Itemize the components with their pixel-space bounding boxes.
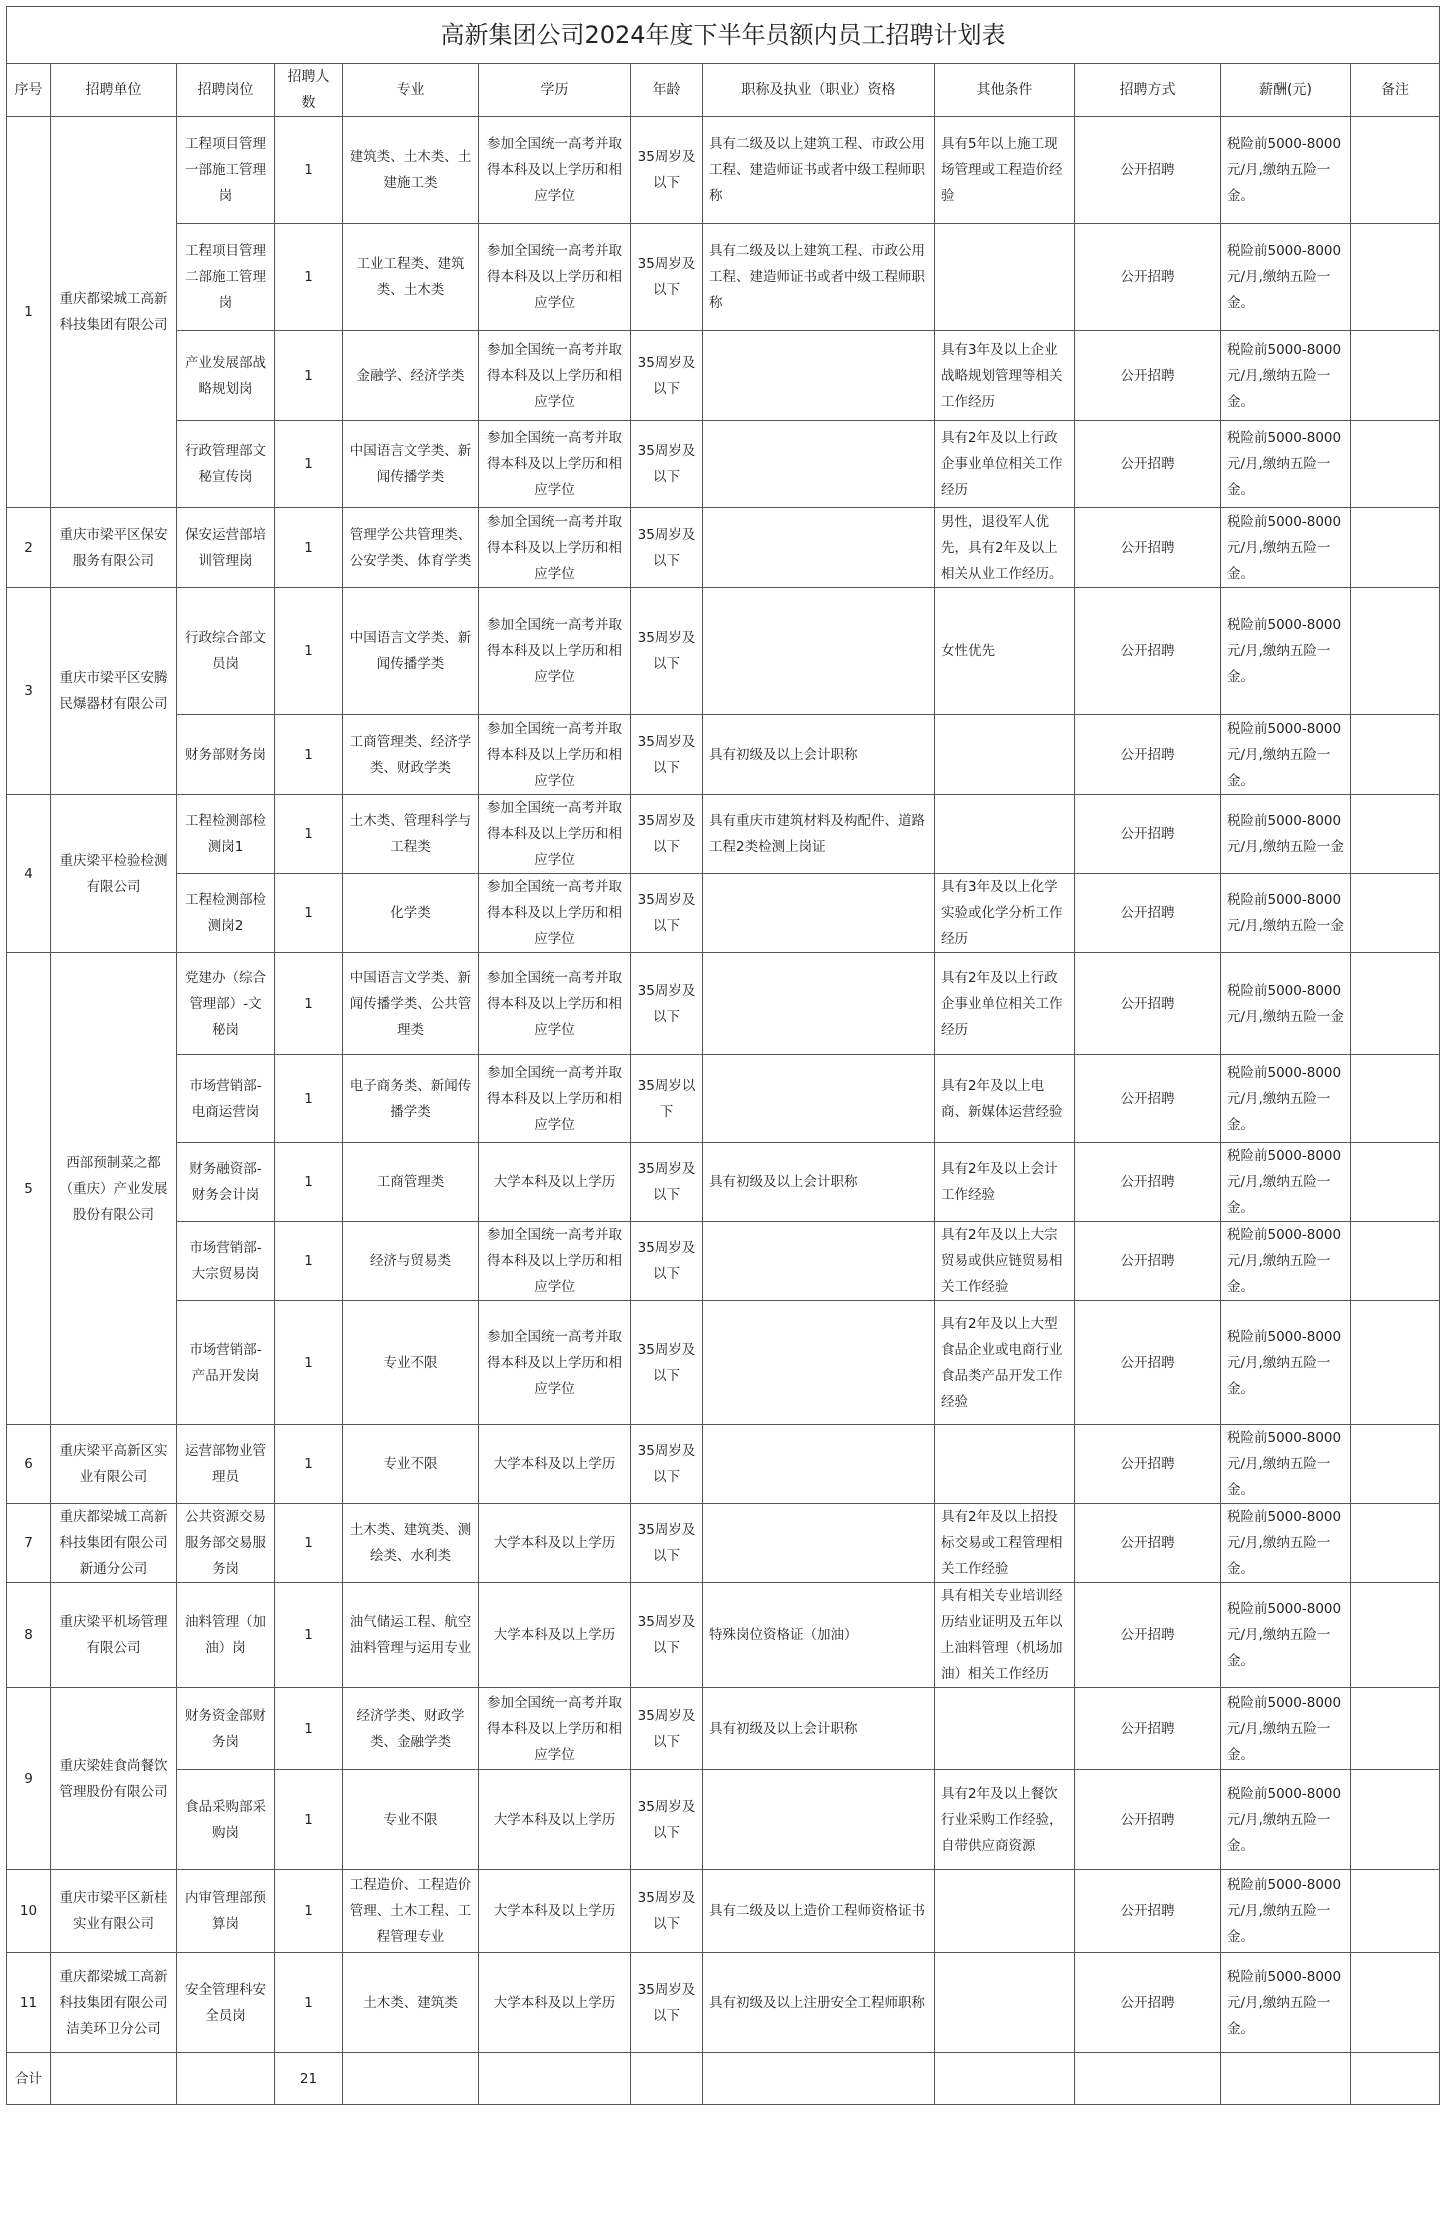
cell-note: [1351, 117, 1440, 224]
empty-cell: [177, 2053, 275, 2105]
cell-method: 公开招聘: [1075, 953, 1221, 1055]
cell-method: 公开招聘: [1075, 1504, 1221, 1583]
cell-cert: 具有二级及以上造价工程师资格证书: [703, 1870, 935, 1953]
table-row: [7, 1770, 1440, 1870]
cell-age: 35周岁以下: [631, 1055, 703, 1143]
cell-cert: [703, 331, 935, 421]
cell-salary: 税险前5000-8000元/月,缴纳五险一金。: [1221, 508, 1351, 588]
table-row: [7, 953, 1440, 1055]
cell-other: 具有2年及以上行政企事业单位相关工作经历: [935, 953, 1075, 1055]
cell-age: 35周岁及以下: [631, 588, 703, 715]
table-row: [7, 1222, 1440, 1301]
cell-major: 建筑类、土木类、土建施工类: [343, 117, 479, 224]
cell-count: 1: [275, 1870, 343, 1953]
table-row: [7, 715, 1440, 795]
cell-major: 管理学公共管理类、公安学类、体育学类: [343, 508, 479, 588]
cell-note: [1351, 1425, 1440, 1504]
cell-count: 1: [275, 953, 343, 1055]
unit-name: 重庆市梁平区安腾民爆器材有限公司: [51, 588, 177, 795]
cell-count: 1: [275, 1688, 343, 1770]
cell-post: 工程项目管理一部施工管理岗: [177, 117, 275, 224]
cell-cert: 具有二级及以上建筑工程、市政公用工程、建造师证书或者中级工程师职称: [703, 117, 935, 224]
cell-other: 具有3年及以上企业战略规划管理等相关工作经历: [935, 331, 1075, 421]
table-row: [7, 795, 1440, 874]
cell-count: 1: [275, 1425, 343, 1504]
cell-method: 公开招聘: [1075, 588, 1221, 715]
cell-cert: [703, 421, 935, 508]
cell-major: 中国语言文学类、新闻传播学类、公共管理类: [343, 953, 479, 1055]
cell-edu: 参加全国统一高考并取得本科及以上学历和相应学位: [479, 1688, 631, 1770]
cell-age: 35周岁及以下: [631, 1222, 703, 1301]
cell-age: 35周岁及以下: [631, 795, 703, 874]
cell-major: 电子商务类、新闻传播学类: [343, 1055, 479, 1143]
cell-major: 中国语言文学类、新闻传播学类: [343, 421, 479, 508]
table-row: [7, 1583, 1440, 1688]
cell-edu: 参加全国统一高考并取得本科及以上学历和相应学位: [479, 224, 631, 331]
cell-note: [1351, 1222, 1440, 1301]
cell-age: 35周岁及以下: [631, 421, 703, 508]
cell-note: [1351, 1953, 1440, 2053]
unit-name: 重庆梁娃食尚餐饮管理股份有限公司: [51, 1688, 177, 1870]
cell-note: [1351, 1770, 1440, 1870]
cell-post: 市场营销部-大宗贸易岗: [177, 1222, 275, 1301]
table-row: [7, 1301, 1440, 1425]
cell-method: 公开招聘: [1075, 795, 1221, 874]
cell-cert: 具有初级及以上会计职称: [703, 715, 935, 795]
cell-method: 公开招聘: [1075, 1055, 1221, 1143]
unit-number: 10: [7, 1870, 51, 1953]
cell-cert: [703, 1222, 935, 1301]
cell-count: 1: [275, 1504, 343, 1583]
unit-name: 重庆都梁城工高新科技集团有限公司新通分公司: [51, 1504, 177, 1583]
cell-post: 内审管理部预算岗: [177, 1870, 275, 1953]
cell-post: 行政综合部文员岗: [177, 588, 275, 715]
cell-count: 1: [275, 1770, 343, 1870]
cell-post: 食品采购部采购岗: [177, 1770, 275, 1870]
total-row: [7, 2053, 1440, 2105]
cell-cert: [703, 1055, 935, 1143]
unit-number: 1: [7, 117, 51, 508]
cell-cert: [703, 874, 935, 953]
cell-post: 公共资源交易服务部交易服务岗: [177, 1504, 275, 1583]
cell-edu: 大学本科及以上学历: [479, 1143, 631, 1222]
cell-post: 工程检测部检测岗2: [177, 874, 275, 953]
cell-post: 工程项目管理二部施工管理岗: [177, 224, 275, 331]
cell-age: 35周岁及以下: [631, 953, 703, 1055]
cell-count: 1: [275, 331, 343, 421]
unit-name: 重庆梁平机场管理有限公司: [51, 1583, 177, 1688]
cell-salary: 税险前5000-8000元/月,缴纳五险一金。: [1221, 421, 1351, 508]
cell-major: 中国语言文学类、新闻传播学类: [343, 588, 479, 715]
cell-post: 工程检测部检测岗1: [177, 795, 275, 874]
cell-method: 公开招聘: [1075, 224, 1221, 331]
column-header: 专业: [343, 64, 479, 117]
cell-method: 公开招聘: [1075, 1870, 1221, 1953]
cell-cert: [703, 588, 935, 715]
cell-method: 公开招聘: [1075, 1143, 1221, 1222]
unit-name: 西部预制菜之都（重庆）产业发展股份有限公司: [51, 953, 177, 1425]
recruitment-plan-sheet: [6, 6, 1439, 2105]
cell-salary: 税险前5000-8000元/月,缴纳五险一金: [1221, 953, 1351, 1055]
cell-method: 公开招聘: [1075, 1688, 1221, 1770]
column-header: 学历: [479, 64, 631, 117]
cell-count: 1: [275, 588, 343, 715]
unit-number: 3: [7, 588, 51, 795]
unit-number: 11: [7, 1953, 51, 2053]
cell-note: [1351, 1055, 1440, 1143]
empty-cell: [631, 2053, 703, 2105]
empty-cell: [343, 2053, 479, 2105]
unit-name: 重庆市梁平区新桂实业有限公司: [51, 1870, 177, 1953]
cell-method: 公开招聘: [1075, 1770, 1221, 1870]
unit-name: 重庆梁平高新区实业有限公司: [51, 1425, 177, 1504]
cell-major: 工程造价、工程造价管理、土木工程、工程管理专业: [343, 1870, 479, 1953]
unit-number: 5: [7, 953, 51, 1425]
cell-edu: 大学本科及以上学历: [479, 1504, 631, 1583]
cell-salary: 税险前5000-8000元/月,缴纳五险一金。: [1221, 1583, 1351, 1688]
cell-note: [1351, 331, 1440, 421]
cell-note: [1351, 224, 1440, 331]
cell-count: 1: [275, 795, 343, 874]
empty-cell: [479, 2053, 631, 2105]
cell-edu: 大学本科及以上学历: [479, 1583, 631, 1688]
table-row: [7, 508, 1440, 588]
cell-age: 35周岁及以下: [631, 874, 703, 953]
cell-post: 财务资金部财务岗: [177, 1688, 275, 1770]
column-header: 备注: [1351, 64, 1440, 117]
cell-salary: 税险前5000-8000元/月,缴纳五险一金: [1221, 874, 1351, 953]
cell-cert: 具有初级及以上会计职称: [703, 1688, 935, 1770]
column-header: 年龄: [631, 64, 703, 117]
cell-post: 保安运营部培训管理岗: [177, 508, 275, 588]
column-header: 序号: [7, 64, 51, 117]
cell-count: 1: [275, 117, 343, 224]
cell-other: [935, 1953, 1075, 2053]
cell-other: 男性，退役军人优先，具有2年及以上相关从业工作经历。: [935, 508, 1075, 588]
cell-count: 1: [275, 224, 343, 331]
cell-note: [1351, 1688, 1440, 1770]
table-row: [7, 1425, 1440, 1504]
cell-cert: 特殊岗位资格证（加油）: [703, 1583, 935, 1688]
unit-name: 重庆都梁城工高新科技集团有限公司洁美环卫分公司: [51, 1953, 177, 2053]
cell-post: 油料管理（加油）岗: [177, 1583, 275, 1688]
cell-cert: 具有二级及以上建筑工程、市政公用工程、建造师证书或者中级工程师职称: [703, 224, 935, 331]
cell-age: 35周岁及以下: [631, 1688, 703, 1770]
cell-note: [1351, 953, 1440, 1055]
cell-other: 具有2年及以上大型食品企业或电商行业食品类产品开发工作经验: [935, 1301, 1075, 1425]
cell-cert: [703, 1301, 935, 1425]
cell-cert: 具有初级及以上注册安全工程师职称: [703, 1953, 935, 2053]
cell-major: 经济与贸易类: [343, 1222, 479, 1301]
empty-cell: [51, 2053, 177, 2105]
cell-method: 公开招聘: [1075, 1301, 1221, 1425]
total-label: 合计: [7, 2053, 51, 2105]
cell-major: 专业不限: [343, 1425, 479, 1504]
cell-salary: 税险前5000-8000元/月,缴纳五险一金。: [1221, 588, 1351, 715]
cell-edu: 参加全国统一高考并取得本科及以上学历和相应学位: [479, 508, 631, 588]
unit-number: 9: [7, 1688, 51, 1870]
unit-name: 重庆梁平检验检测有限公司: [51, 795, 177, 953]
cell-cert: 具有初级及以上会计职称: [703, 1143, 935, 1222]
cell-other: 具有3年及以上化学实验或化学分析工作经历: [935, 874, 1075, 953]
cell-count: 1: [275, 874, 343, 953]
cell-salary: 税险前5000-8000元/月,缴纳五险一金。: [1221, 1301, 1351, 1425]
cell-post: 行政管理部文秘宣传岗: [177, 421, 275, 508]
cell-major: 化学类: [343, 874, 479, 953]
column-header: 薪酬(元): [1221, 64, 1351, 117]
cell-method: 公开招聘: [1075, 1222, 1221, 1301]
cell-salary: 税险前5000-8000元/月,缴纳五险一金。: [1221, 1770, 1351, 1870]
table-row: [7, 1504, 1440, 1583]
cell-major: 专业不限: [343, 1770, 479, 1870]
unit-number: 4: [7, 795, 51, 953]
cell-method: 公开招聘: [1075, 1953, 1221, 2053]
cell-post: 财务融资部-财务会计岗: [177, 1143, 275, 1222]
cell-salary: 税险前5000-8000元/月,缴纳五险一金。: [1221, 1425, 1351, 1504]
cell-count: 1: [275, 715, 343, 795]
cell-note: [1351, 508, 1440, 588]
cell-major: 土木类、管理科学与工程类: [343, 795, 479, 874]
table-row: [7, 1055, 1440, 1143]
cell-note: [1351, 588, 1440, 715]
cell-age: 35周岁及以下: [631, 1143, 703, 1222]
cell-other: 女性优先: [935, 588, 1075, 715]
cell-edu: 参加全国统一高考并取得本科及以上学历和相应学位: [479, 1222, 631, 1301]
cell-age: 35周岁及以下: [631, 117, 703, 224]
table-row: [7, 224, 1440, 331]
cell-major: 工业工程类、建筑类、土木类: [343, 224, 479, 331]
cell-count: 1: [275, 508, 343, 588]
column-header: 招聘岗位: [177, 64, 275, 117]
unit-name: 重庆都梁城工高新科技集团有限公司: [51, 117, 177, 508]
cell-post: 财务部财务岗: [177, 715, 275, 795]
table-row: [7, 1143, 1440, 1222]
cell-other: 具有2年及以上会计工作经验: [935, 1143, 1075, 1222]
cell-method: 公开招聘: [1075, 874, 1221, 953]
cell-major: 油气储运工程、航空油料管理与运用专业: [343, 1583, 479, 1688]
unit-number: 6: [7, 1425, 51, 1504]
cell-edu: 参加全国统一高考并取得本科及以上学历和相应学位: [479, 1055, 631, 1143]
column-header: 职称及执业（职业）资格: [703, 64, 935, 117]
cell-age: 35周岁及以下: [631, 715, 703, 795]
cell-edu: 参加全国统一高考并取得本科及以上学历和相应学位: [479, 795, 631, 874]
cell-salary: 税险前5000-8000元/月,缴纳五险一金。: [1221, 1222, 1351, 1301]
cell-method: 公开招聘: [1075, 421, 1221, 508]
cell-other: [935, 795, 1075, 874]
cell-other: 具有2年及以上大宗贸易或供应链贸易相关工作经验: [935, 1222, 1075, 1301]
cell-count: 1: [275, 1143, 343, 1222]
table-row: [7, 874, 1440, 953]
cell-cert: [703, 1425, 935, 1504]
cell-method: 公开招聘: [1075, 508, 1221, 588]
cell-other: [935, 1870, 1075, 1953]
cell-edu: 参加全国统一高考并取得本科及以上学历和相应学位: [479, 588, 631, 715]
cell-major: 经济学类、财政学类、金融学类: [343, 1688, 479, 1770]
cell-post: 运营部物业管理员: [177, 1425, 275, 1504]
cell-edu: 大学本科及以上学历: [479, 1953, 631, 2053]
unit-number: 2: [7, 508, 51, 588]
cell-note: [1351, 715, 1440, 795]
unit-number: 8: [7, 1583, 51, 1688]
table-row: [7, 1870, 1440, 1953]
table-row: [7, 588, 1440, 715]
cell-age: 35周岁及以下: [631, 1301, 703, 1425]
total-count: 21: [275, 2053, 343, 2105]
table-row: [7, 1688, 1440, 1770]
cell-method: 公开招聘: [1075, 1425, 1221, 1504]
cell-salary: 税险前5000-8000元/月,缴纳五险一金。: [1221, 1504, 1351, 1583]
cell-post: 安全管理科安全员岗: [177, 1953, 275, 2053]
cell-other: 具有2年及以上电商、新媒体运营经验: [935, 1055, 1075, 1143]
cell-salary: 税险前5000-8000元/月,缴纳五险一金。: [1221, 1953, 1351, 2053]
cell-note: [1351, 1583, 1440, 1688]
empty-cell: [1221, 2053, 1351, 2105]
cell-edu: 大学本科及以上学历: [479, 1870, 631, 1953]
empty-cell: [1351, 2053, 1440, 2105]
cell-edu: 参加全国统一高考并取得本科及以上学历和相应学位: [479, 1301, 631, 1425]
cell-cert: 具有重庆市建筑材料及构配件、道路工程2类检测上岗证: [703, 795, 935, 874]
table-row: [7, 117, 1440, 224]
cell-edu: 参加全国统一高考并取得本科及以上学历和相应学位: [479, 421, 631, 508]
cell-age: 35周岁及以下: [631, 1870, 703, 1953]
cell-method: 公开招聘: [1075, 715, 1221, 795]
cell-cert: [703, 1504, 935, 1583]
column-header: 招聘人数: [275, 64, 343, 117]
cell-note: [1351, 795, 1440, 874]
table-body: [7, 117, 1440, 2105]
cell-edu: 参加全国统一高考并取得本科及以上学历和相应学位: [479, 117, 631, 224]
cell-major: 金融学、经济学类: [343, 331, 479, 421]
cell-salary: 税险前5000-8000元/月,缴纳五险一金。: [1221, 1143, 1351, 1222]
cell-age: 35周岁及以下: [631, 1953, 703, 2053]
cell-other: 具有5年以上施工现场管理或工程造价经验: [935, 117, 1075, 224]
cell-count: 1: [275, 1953, 343, 2053]
cell-post: 产业发展部战略规划岗: [177, 331, 275, 421]
cell-edu: 参加全国统一高考并取得本科及以上学历和相应学位: [479, 715, 631, 795]
cell-method: 公开招聘: [1075, 331, 1221, 421]
table-row: [7, 331, 1440, 421]
cell-other: 具有2年及以上餐饮行业采购工作经验，自带供应商资源: [935, 1770, 1075, 1870]
cell-salary: 税险前5000-8000元/月,缴纳五险一金。: [1221, 224, 1351, 331]
cell-edu: 参加全国统一高考并取得本科及以上学历和相应学位: [479, 874, 631, 953]
cell-note: [1351, 1301, 1440, 1425]
recruitment-plan-table: [6, 6, 1440, 2105]
cell-age: 35周岁及以下: [631, 1583, 703, 1688]
table-row: [7, 421, 1440, 508]
cell-other: [935, 1425, 1075, 1504]
cell-other: [935, 224, 1075, 331]
cell-note: [1351, 1143, 1440, 1222]
cell-note: [1351, 421, 1440, 508]
cell-major: 工商管理类、经济学类、财政学类: [343, 715, 479, 795]
cell-salary: 税险前5000-8000元/月,缴纳五险一金。: [1221, 331, 1351, 421]
cell-major: 土木类、建筑类、测绘类、水利类: [343, 1504, 479, 1583]
cell-note: [1351, 1504, 1440, 1583]
header-row: [7, 64, 1440, 117]
cell-post: 市场营销部-电商运营岗: [177, 1055, 275, 1143]
cell-cert: [703, 953, 935, 1055]
column-header: 招聘单位: [51, 64, 177, 117]
cell-other: 具有2年及以上行政企事业单位相关工作经历: [935, 421, 1075, 508]
cell-count: 1: [275, 1583, 343, 1688]
cell-note: [1351, 874, 1440, 953]
cell-count: 1: [275, 421, 343, 508]
cell-other: [935, 1688, 1075, 1770]
cell-salary: 税险前5000-8000元/月,缴纳五险一金。: [1221, 1055, 1351, 1143]
cell-edu: 大学本科及以上学历: [479, 1770, 631, 1870]
cell-count: 1: [275, 1055, 343, 1143]
cell-age: 35周岁及以下: [631, 1770, 703, 1870]
column-header: 招聘方式: [1075, 64, 1221, 117]
table-row: [7, 1953, 1440, 2053]
column-header: 其他条件: [935, 64, 1075, 117]
cell-count: 1: [275, 1222, 343, 1301]
cell-age: 35周岁及以下: [631, 224, 703, 331]
cell-cert: [703, 1770, 935, 1870]
cell-note: [1351, 1870, 1440, 1953]
cell-other: [935, 715, 1075, 795]
table-title: 高新集团公司2024年度下半年员额内员工招聘计划表: [7, 7, 1440, 64]
cell-salary: 税险前5000-8000元/月,缴纳五险一金。: [1221, 1870, 1351, 1953]
cell-age: 35周岁及以下: [631, 1504, 703, 1583]
cell-age: 35周岁及以下: [631, 331, 703, 421]
cell-major: 土木类、建筑类: [343, 1953, 479, 2053]
empty-cell: [1075, 2053, 1221, 2105]
cell-salary: 税险前5000-8000元/月,缴纳五险一金: [1221, 795, 1351, 874]
unit-number: 7: [7, 1504, 51, 1583]
cell-cert: [703, 508, 935, 588]
cell-salary: 税险前5000-8000元/月,缴纳五险一金。: [1221, 1688, 1351, 1770]
cell-age: 35周岁及以下: [631, 1425, 703, 1504]
cell-method: 公开招聘: [1075, 1583, 1221, 1688]
cell-other: 具有2年及以上招投标交易或工程管理相关工作经验: [935, 1504, 1075, 1583]
cell-count: 1: [275, 1301, 343, 1425]
empty-cell: [703, 2053, 935, 2105]
cell-edu: 参加全国统一高考并取得本科及以上学历和相应学位: [479, 953, 631, 1055]
cell-salary: 税险前5000-8000元/月,缴纳五险一金。: [1221, 117, 1351, 224]
cell-major: 专业不限: [343, 1301, 479, 1425]
cell-post: 党建办（综合管理部）-文秘岗: [177, 953, 275, 1055]
cell-salary: 税险前5000-8000元/月,缴纳五险一金。: [1221, 715, 1351, 795]
cell-edu: 参加全国统一高考并取得本科及以上学历和相应学位: [479, 331, 631, 421]
unit-name: 重庆市梁平区保安服务有限公司: [51, 508, 177, 588]
cell-edu: 大学本科及以上学历: [479, 1425, 631, 1504]
cell-post: 市场营销部-产品开发岗: [177, 1301, 275, 1425]
cell-method: 公开招聘: [1075, 117, 1221, 224]
cell-age: 35周岁及以下: [631, 508, 703, 588]
empty-cell: [935, 2053, 1075, 2105]
cell-major: 工商管理类: [343, 1143, 479, 1222]
cell-other: 具有相关专业培训经历结业证明及五年以上油料管理（机场加油）相关工作经历: [935, 1583, 1075, 1688]
